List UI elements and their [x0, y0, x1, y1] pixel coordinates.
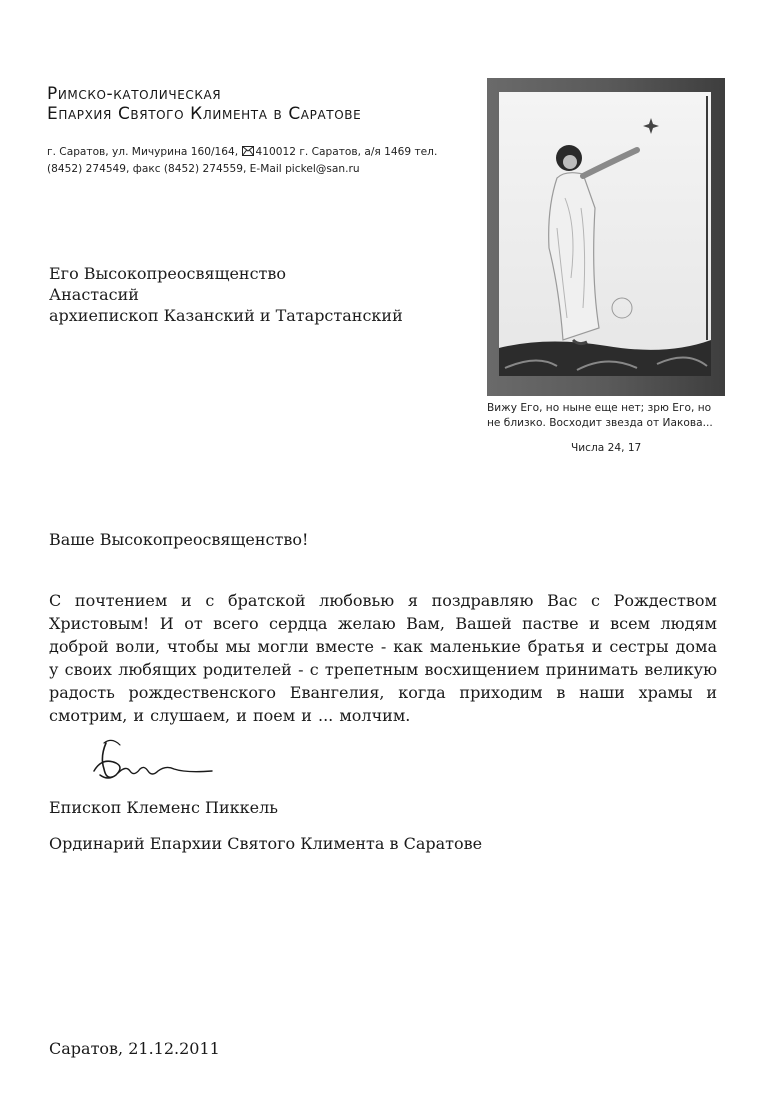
icon-image: [487, 78, 725, 396]
letterhead-org-line1: Римско-католическая: [47, 84, 222, 104]
addressee-line3: архиепископ Казанский и Татарстанский: [49, 306, 403, 325]
letterhead-org-line2: Епархия Святого Климента в Саратове: [47, 104, 362, 124]
letterhead-address-line1: [47, 146, 437, 159]
address-street: г. Саратов, ул. Мичурина 160/164,: [47, 146, 239, 158]
salutation: Ваше Высокопреосвященство!: [49, 530, 309, 549]
date-line: Саратов, 21.12.2011: [49, 1039, 220, 1058]
handwritten-signature: [86, 735, 216, 785]
address-postal: 410012 г. Саратов, а/я 1469 тел.: [255, 146, 438, 158]
signature-name: Епископ Клеменс Пиккель: [49, 798, 278, 817]
letterhead-address-line2: (8452) 274549, факс (8452) 274559, E-Mail pickel@san.ru: [47, 163, 360, 175]
image-caption-reference: Числа 24, 17: [571, 442, 642, 454]
letter-body: С почтением и с братской любовью я поздравляю Вас с Рождеством Христовым! И от всего сердца желаю Вам, Вашей пастве и всем людям доброй воли, чтобы мы могли вместе - как маленькие братья и сестры дома у своих любящих родителей - с трепетным восхищением принимать великую радость рождественского Евангелия, когда приходим в наши храмы и смотрим, и слушаем, и поем и ... молчим.: [49, 591, 717, 725]
envelope-icon: [242, 146, 254, 159]
addressee-line1: Его Высокопреосвященство: [49, 264, 287, 283]
image-caption-line2: не близко. Восходит звезда от Иакова...: [487, 417, 713, 429]
image-caption-line1: Вижу Его, но ныне еще нет; зрю Его, но: [487, 402, 712, 414]
signature-title: Ординарий Епархии Святого Климента в Саратове: [49, 834, 483, 853]
addressee-line2: Анастасий: [49, 285, 139, 304]
